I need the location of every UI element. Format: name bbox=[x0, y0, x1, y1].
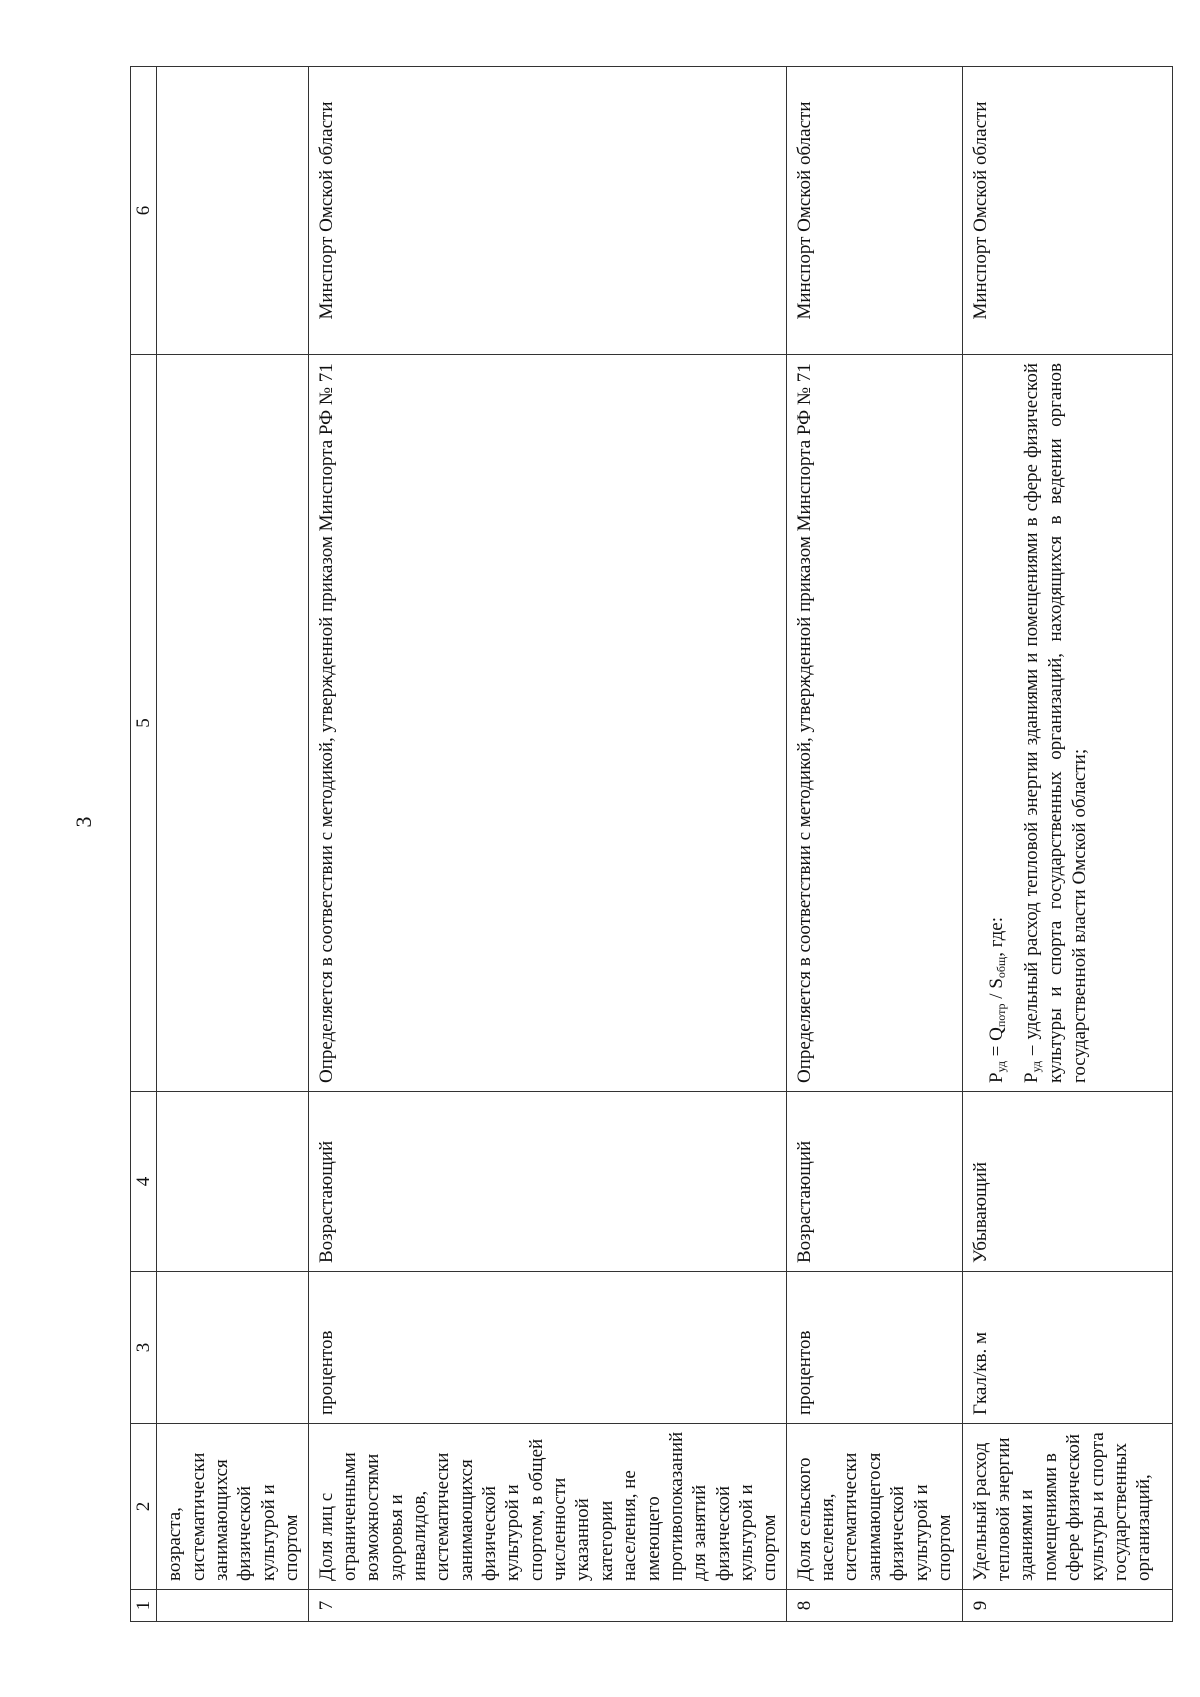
definition-subscript: уд bbox=[1029, 1061, 1044, 1073]
method-cell bbox=[157, 355, 308, 1092]
formula-lhs-symbol: P bbox=[985, 1072, 1007, 1083]
table-row bbox=[308, 67, 786, 1622]
trend-cell: Возрастающий bbox=[308, 1092, 786, 1272]
formula-q-symbol: Q bbox=[985, 1027, 1007, 1041]
row-number: 7 bbox=[308, 1590, 786, 1622]
indicator-name: Доля сельского населения, систематически занимающегося физической культурой и спортом bbox=[786, 1424, 962, 1590]
rotated-table-container bbox=[130, 67, 1155, 1622]
column-header-1: 1 bbox=[131, 1590, 157, 1622]
definition-symbol: P bbox=[1021, 1072, 1043, 1083]
formula-lhs-subscript: уд bbox=[993, 1061, 1008, 1073]
method-cell: Определяется в соответствии с методикой, утвержденной приказом Минспорта РФ № 71 bbox=[786, 355, 962, 1092]
unit-cell: процентов bbox=[786, 1272, 962, 1424]
column-header-5: 5 bbox=[131, 355, 157, 1092]
trend-cell bbox=[157, 1092, 308, 1272]
trend-cell: Убывающий bbox=[962, 1092, 1172, 1272]
formula-s-symbol: S bbox=[985, 978, 1007, 989]
row-number: 8 bbox=[786, 1590, 962, 1622]
responsible-cell: Минспорт Омской области bbox=[308, 67, 786, 355]
indicator-name: Удельный расход тепловой энергии зданиями и помещениями в сфере физической культуры и спорта государственных организаций, bbox=[962, 1424, 1172, 1590]
method-cell bbox=[962, 355, 1172, 1092]
indicators-table bbox=[130, 66, 1173, 1622]
responsible-cell bbox=[157, 67, 308, 355]
responsible-cell: Минспорт Омской области bbox=[786, 67, 962, 355]
unit-cell: Гкал/кв. м bbox=[962, 1272, 1172, 1424]
table-row bbox=[786, 67, 962, 1622]
column-header-6: 6 bbox=[131, 67, 157, 355]
row-number bbox=[157, 1590, 308, 1622]
indicator-name: возраста, систематически занимающихся физической культурой и спортом bbox=[157, 1424, 308, 1590]
unit-cell bbox=[157, 1272, 308, 1424]
trend-cell: Возрастающий bbox=[786, 1092, 962, 1272]
formula-s-subscript: общ bbox=[993, 956, 1008, 979]
column-header-4: 4 bbox=[131, 1092, 157, 1272]
formula-q-subscript: потр bbox=[993, 1003, 1008, 1028]
responsible-cell: Минспорт Омской области bbox=[962, 67, 1172, 355]
formula-definition bbox=[1020, 363, 1090, 1083]
indicator-name: Доля лиц с ограниченными возможностями здоровья и инвалидов, систематически занимающихся физической культурой и спортом, в общей численности указанной категории населения, не имеющего противопоказаний для занятий физической культурой и спортом bbox=[308, 1424, 786, 1590]
page-number: 3 bbox=[71, 816, 96, 828]
table-row bbox=[157, 67, 308, 1622]
unit-cell: процентов bbox=[308, 1272, 786, 1424]
column-header-2: 2 bbox=[131, 1424, 157, 1590]
row-number: 9 bbox=[962, 1590, 1172, 1622]
formula-line: $P_{уд} = Q_{потр} / S_{общ}$, где: bbox=[985, 917, 1008, 1083]
formula-suffix: , где: bbox=[985, 917, 1007, 957]
definition-text: – удельный расход тепловой энергии зданиями и помещениями в сфере физической культуры и спорта государственных организаций, находящихся в ведении органов государственной власти Омской области; bbox=[1021, 363, 1090, 1083]
method-cell: Определяется в соответствии с методикой, утвержденной приказом Минспорта РФ № 71 bbox=[308, 355, 786, 1092]
column-header-3: 3 bbox=[131, 1272, 157, 1424]
table-row bbox=[962, 67, 1172, 1622]
column-header-row bbox=[131, 67, 157, 1622]
